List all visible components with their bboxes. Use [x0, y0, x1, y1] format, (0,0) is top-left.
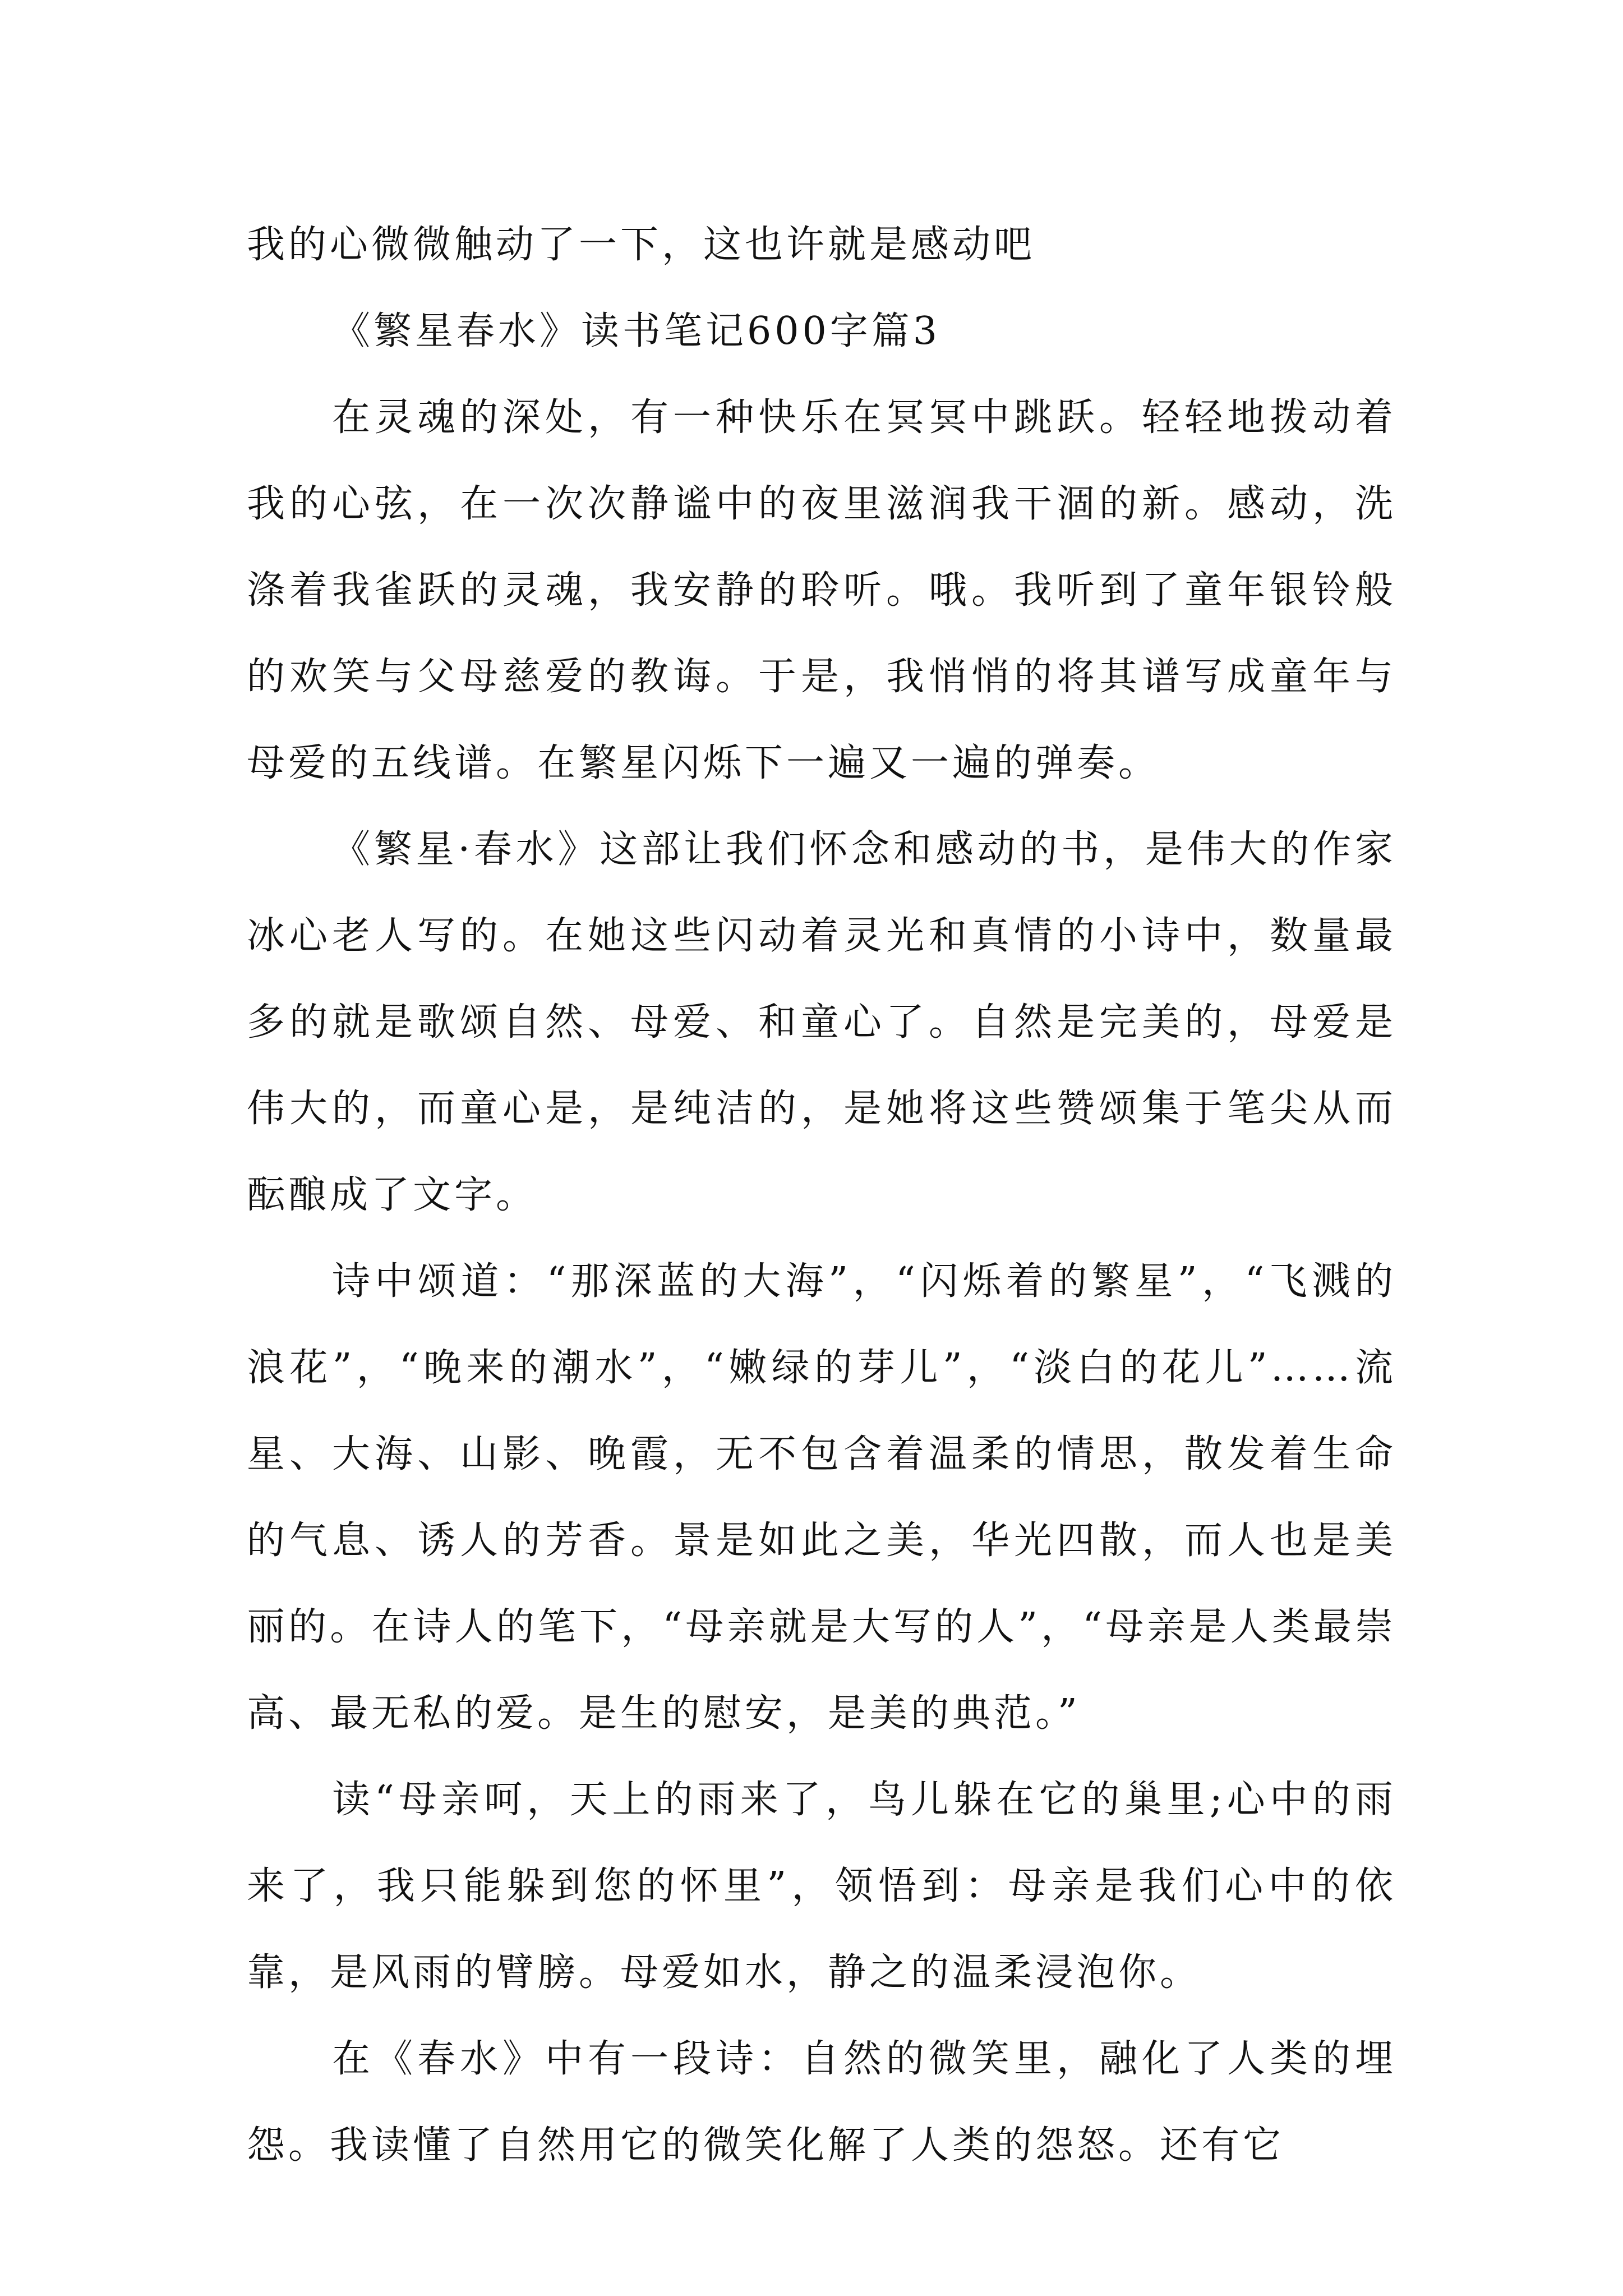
paragraph: 在灵魂的深处，有一种快乐在冥冥中跳跃。轻轻地拨动着我的心弦，在一次次静谧中的夜里滋润我干涸的新。感动，洗涤着我雀跃的灵魂，我安静的聆听。哦。我听到了童年银铃般的欢笑与父母慈爱的教诲。于是，我悄悄的将其谱写成童年与母爱的五线谱。在繁星闪烁下一遍又一遍的弹奏。: [247, 395, 1396, 785]
paragraph: 在《春水》中有一段诗：自然的微笑里，融化了人类的埋怨。我读懂了自然用它的微笑化解了人类的怨怒。还有它: [247, 2037, 1396, 2168]
paragraph-continuation: 我的心微微触动了一下，这也许就是感动吧: [247, 223, 1036, 267]
section-heading: 《繁星春水》读书笔记600字篇3: [332, 309, 941, 353]
document-body: [247, 202, 1396, 2189]
paragraph: 诗中颂道：“那深蓝的大海”，“闪烁着的繁星”，“飞溅的浪花”，“晚来的潮水”，“嫩绿的芽儿”，“淡白的花儿”……流星、大海、山影、晚霞，无不包含着温柔的情思，散发着生命的气息、诱人的芳香。景是如此之美，华光四散，而人也是美丽的。在诗人的笔下，“母亲就是大写的人”，“母亲是人类最崇高、最无私的爱。是生的慰安，是美的典范。”: [247, 1259, 1396, 1736]
paragraph: 读“母亲呵，天上的雨来了，鸟儿躲在它的巢里;心中的雨来了，我只能躲到您的怀里”，领悟到：母亲是我们心中的依靠，是风雨的臂膀。母爱如水，静之的温柔浸泡你。: [247, 1778, 1396, 1995]
paragraph: 《繁星·春水》这部让我们怀念和感动的书，是伟大的作家冰心老人写的。在她这些闪动着灵光和真情的小诗中，数量最多的就是歌颂自然、母爱、和童心了。自然是完美的，母爱是伟大的，而童心是，是纯洁的，是她将这些赞颂集于笔尖从而酝酿成了文字。: [247, 827, 1396, 1217]
